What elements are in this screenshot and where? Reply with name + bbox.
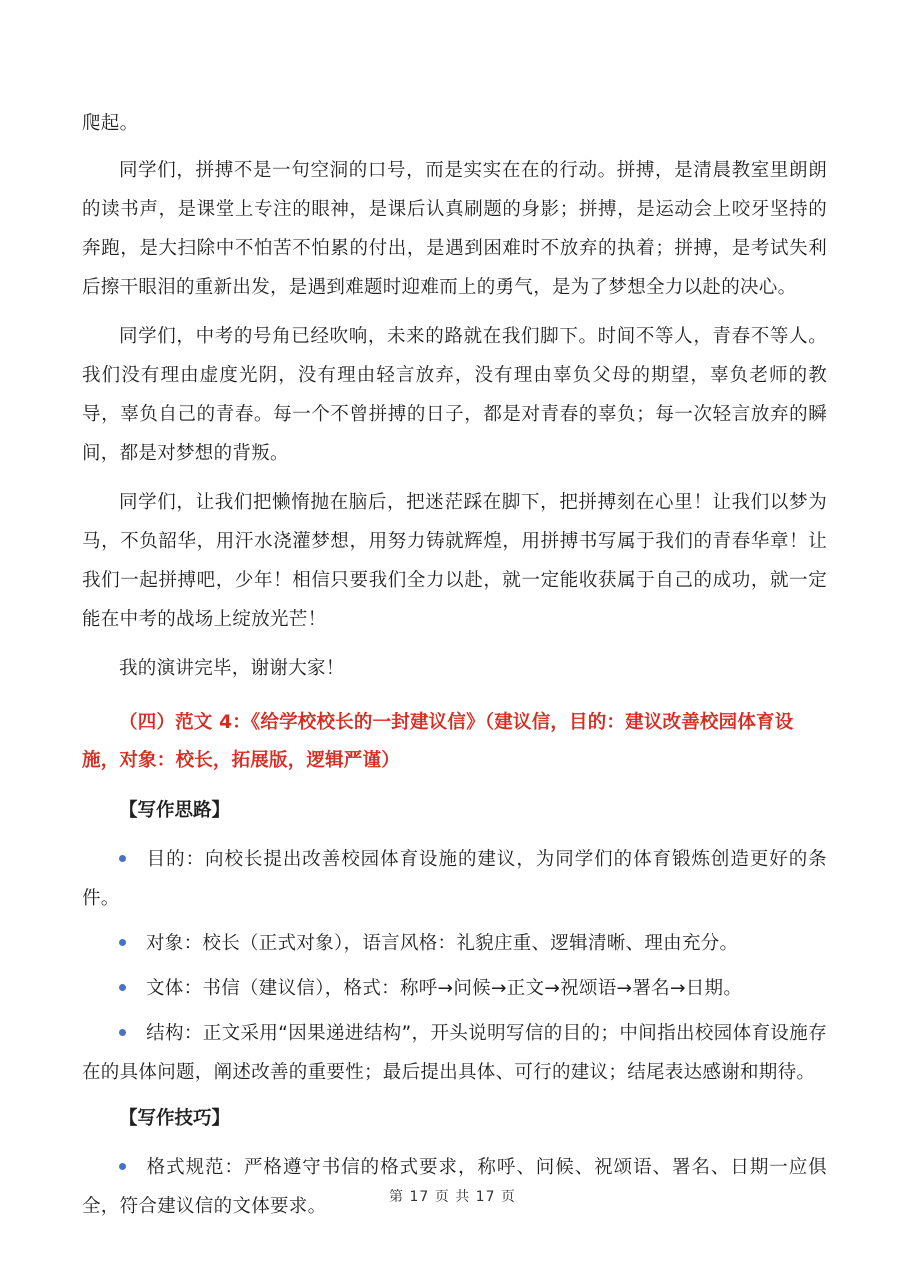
list-item-text: 文体：书信（建议信），格式：称呼→问候→正文→祝颂语→署名→日期。 bbox=[146, 978, 743, 999]
list-item bbox=[82, 840, 827, 918]
writing-ideas-list bbox=[82, 840, 827, 1092]
list-item-text: 目的：向校长提出改善校园体育设施的建议，为同学们的体育锻炼创造更好的条件。 bbox=[82, 849, 827, 909]
writing-ideas-heading: 【写作思路】 bbox=[119, 800, 231, 821]
list-item bbox=[82, 1014, 827, 1092]
list-item bbox=[82, 924, 827, 963]
paragraph-exam-call: 同学们，中考的号角已经吹响，未来的路就在我们脚下。时间不等人，青春不等人。我们没有理由虚度光阴，没有理由轻言放弃，没有理由辜负父母的期望，辜负老师的教导，辜负自己的青春。每一个不曾拼搏的日子，都是对青春的辜负；每一次轻言放弃的瞬间，都是对梦想的背叛。 bbox=[82, 326, 827, 464]
list-item-text: 格式规范：严格遵守书信的格式要求，称呼、问候、祝颂语、署名、日期一应俱全，符合建议信的文体要求。 bbox=[82, 1157, 827, 1217]
bullet-icon bbox=[119, 984, 126, 991]
section-heading-sample-4: （四）范文 4：《给学校校长的一封建议信》（建议信，目的：建议改善校园体育设施，对象：校长，拓展版，逻辑严谨） bbox=[82, 712, 794, 771]
bullet-icon bbox=[119, 939, 126, 946]
page-number-footer: 第 17 页 共 17 页 bbox=[389, 1189, 516, 1205]
paragraph-call-to-action: 同学们，让我们把懒惰抛在脑后，把迷茫踩在脚下，把拼搏刻在心里！让我们以梦为马，不负韶华，用汗水浇灌梦想，用努力铸就辉煌，用拼搏书写属于我们的青春华章！让我们一起拼搏吧，少年！相信只要我们全力以赴，就一定能收获属于自己的成功，就一定能在中考的战场上绽放光芒！ bbox=[82, 492, 827, 630]
paragraph-continuation: 爬起。 bbox=[82, 113, 139, 134]
bullet-icon bbox=[119, 1163, 126, 1170]
list-item-text: 对象：校长（正式对象），语言风格：礼貌庄重、逻辑清晰、理由充分。 bbox=[146, 933, 739, 954]
paragraph-fighting-actions: 同学们，拼搏不是一句空洞的口号，而是实实在在的行动。拼搏，是清晨教室里朗朗的读书声，是课堂上专注的眼神，是课后认真刷题的身影；拼搏，是运动会上咬牙坚持的奔跑，是大扫除中不怕苦不怕累的付出，是遇到困难时不放弃的执着；拼搏，是考试失利后擦干眼泪的重新出发，是遇到难题时迎难而上的勇气，是为了梦想全力以赴的决心。 bbox=[82, 160, 827, 298]
paragraph-closing: 我的演讲完毕，谢谢大家！ bbox=[119, 658, 345, 679]
writing-skills-heading: 【写作技巧】 bbox=[119, 1108, 231, 1129]
document-page bbox=[82, 104, 827, 1234]
list-item-text: 结构：正文采用“因果递进结构”，开头说明写信的目的；中间指出校园体育设施存在的具体问题，阐述改善的重要性；最后提出具体、可行的建议；结尾表达感谢和期待。 bbox=[82, 1023, 827, 1083]
bullet-icon bbox=[119, 1029, 126, 1036]
bullet-icon bbox=[119, 855, 126, 862]
list-item bbox=[82, 969, 827, 1008]
